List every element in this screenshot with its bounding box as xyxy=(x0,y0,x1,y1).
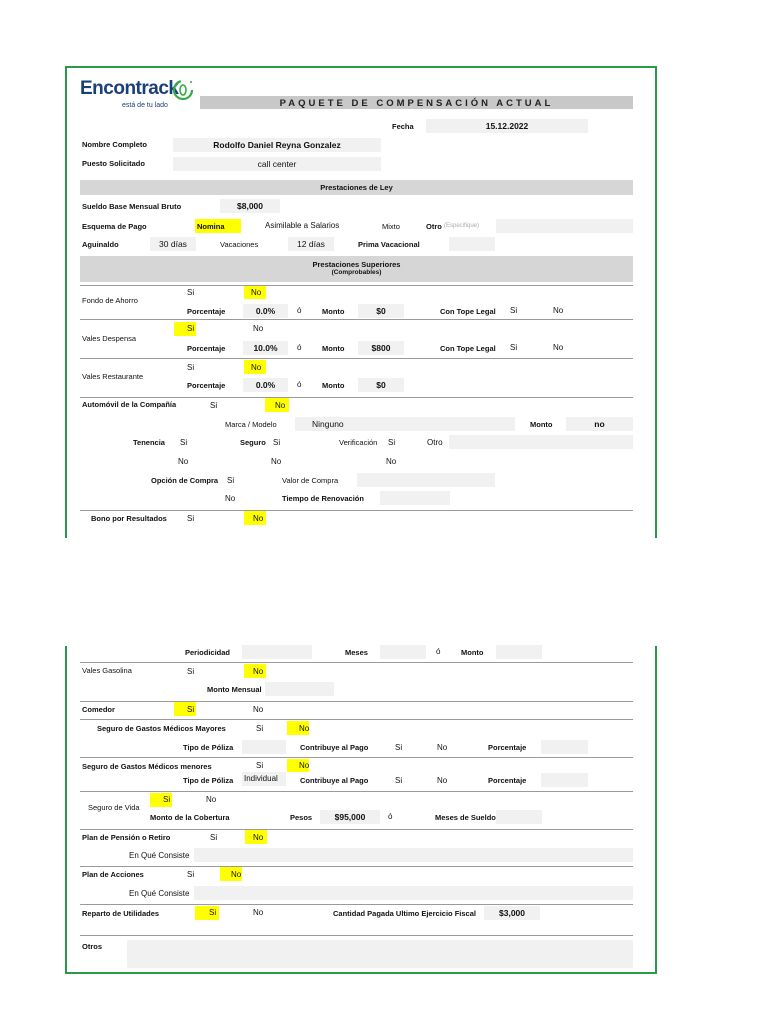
page1-frame xyxy=(65,66,657,538)
sgmm-label: Seguro de Gastos Médicos Mayores xyxy=(97,724,226,733)
fondo-tope-no[interactable]: No xyxy=(553,306,564,315)
opcion-compra-label: Opción de Compra xyxy=(151,476,219,485)
acciones-en-que-label: En Qué Consiste xyxy=(129,889,190,898)
tenencia-label: Tenencia xyxy=(133,438,165,447)
verificacion-label: Verificación xyxy=(339,438,378,447)
superiores-section-sub: (Comprobables) xyxy=(331,269,382,276)
monto-mensual-field[interactable] xyxy=(265,682,334,696)
reparto-label: Reparto de Utilidades xyxy=(82,909,160,918)
seguro-label: Seguro xyxy=(240,438,266,447)
fecha-value: 15.12.2022 xyxy=(485,121,529,131)
despensa-si[interactable]: Si xyxy=(187,324,195,333)
sgmm-no[interactable]: No xyxy=(299,724,310,733)
divider xyxy=(80,935,633,936)
marca-label: Marca / Modelo xyxy=(225,420,277,429)
meses-sueldo-field[interactable] xyxy=(496,810,542,824)
divider xyxy=(80,904,633,905)
vacaciones-value: 12 días xyxy=(297,239,325,249)
divider xyxy=(80,319,633,320)
fondo-si[interactable]: Si xyxy=(187,288,195,297)
divider xyxy=(80,285,633,286)
cantidad-label: Cantidad Pagada Ultimo Ejercicio Fiscal xyxy=(333,909,476,918)
monto-mensual-label: Monto Mensual xyxy=(207,685,262,694)
vacaciones-label: Vacaciones xyxy=(220,240,259,249)
aguinaldo-value: 30 días xyxy=(159,239,187,249)
fondo-monto-value: $0 xyxy=(376,306,386,316)
gasolina-si[interactable]: Si xyxy=(187,667,195,676)
divider xyxy=(80,701,633,702)
divider xyxy=(80,719,633,720)
pension-en-que-label: En Qué Consiste xyxy=(129,851,190,860)
auto-otro-label: Otro xyxy=(427,438,443,447)
reparto-no[interactable]: No xyxy=(253,908,264,917)
periodicidad-o: ó xyxy=(436,647,441,656)
superiores-section-title: Prestaciones Superiores xyxy=(312,260,401,269)
meses-label: Meses xyxy=(345,648,368,657)
ley-section-title: Prestaciones de Ley xyxy=(320,183,393,192)
otros-label: Otros xyxy=(82,942,103,951)
gasolina-no[interactable]: No xyxy=(253,667,264,676)
comedor-label: Comedor xyxy=(82,705,115,714)
fondo-label: Fondo de Ahorro xyxy=(82,296,138,305)
divider xyxy=(80,510,633,511)
auto-si[interactable]: Si xyxy=(210,401,218,410)
restaurante-pct-value: 0.0% xyxy=(255,380,276,390)
restaurante-label: Vales Restaurante xyxy=(82,372,144,381)
sgmme-contribuye-label: Contribuye al Pago xyxy=(300,776,369,785)
divider xyxy=(80,791,633,792)
valor-compra-field[interactable] xyxy=(357,473,495,487)
auto-monto-label: Monto xyxy=(530,420,553,429)
opcion-compra-si[interactable]: Si xyxy=(227,476,235,485)
sgmme-porcentaje-label: Porcentaje xyxy=(488,776,527,785)
mixto-option[interactable]: Mixto xyxy=(382,222,400,231)
meses-field[interactable] xyxy=(380,645,426,659)
vida-label: Seguro de Vida xyxy=(88,803,140,812)
tiempo-renovacion-label: Tiempo de Renovación xyxy=(282,494,364,503)
sgmm-porcentaje-field[interactable] xyxy=(541,740,588,754)
seguro-no[interactable]: No xyxy=(271,457,282,466)
fondo-no[interactable]: No xyxy=(251,288,262,297)
sgmm-contribuye-label: Contribuye al Pago xyxy=(300,743,369,752)
acciones-en-que-field[interactable] xyxy=(194,886,633,900)
periodicidad-label: Periodicidad xyxy=(185,648,231,657)
pension-en-que-field[interactable] xyxy=(194,848,633,862)
despensa-monto-value: $800 xyxy=(371,343,391,353)
vida-no[interactable]: No xyxy=(206,795,217,804)
divider xyxy=(80,866,633,867)
vida-o: ó xyxy=(388,812,393,821)
divider xyxy=(80,757,633,758)
sgmm-si[interactable]: Si xyxy=(256,724,264,733)
aguinaldo-label: Aguinaldo xyxy=(82,240,119,249)
acciones-no[interactable]: No xyxy=(231,870,242,879)
restaurante-o: ó xyxy=(297,380,302,389)
despensa-label: Vales Despensa xyxy=(82,334,137,343)
despensa-porcentaje-label: Porcentaje xyxy=(187,344,226,353)
auto-monto-value: no xyxy=(594,419,605,429)
sgmm-porcentaje-label: Porcentaje xyxy=(488,743,527,752)
fondo-porcentaje-label: Porcentaje xyxy=(187,307,226,316)
sgmme-poliza-value: Individual xyxy=(244,774,278,783)
nombre-value: Rodolfo Daniel Reyna Gonzalez xyxy=(213,140,341,150)
verificacion-no[interactable]: No xyxy=(386,457,397,466)
auto-otro-field[interactable] xyxy=(449,435,633,449)
fondo-tope-label: Con Tope Legal xyxy=(440,307,496,316)
sgmm-poliza-label: Tipo de Póliza xyxy=(183,743,234,752)
auto-label: Automóvil de la Compañía xyxy=(82,400,177,409)
puesto-label: Puesto Solicitado xyxy=(82,159,145,168)
cantidad-value: $3,000 xyxy=(499,908,525,918)
despensa-tope-no[interactable]: No xyxy=(553,343,564,352)
restaurante-si[interactable]: Si xyxy=(187,363,195,372)
comedor-no[interactable]: No xyxy=(253,705,264,714)
bono-monto-field[interactable] xyxy=(496,645,542,659)
fondo-o: ó xyxy=(297,306,302,315)
valor-compra-label: Valor de Compra xyxy=(282,476,339,485)
asimilable-option[interactable]: Asimilable a Salarios xyxy=(265,221,340,230)
fondo-pct-value: 0.0% xyxy=(255,306,276,316)
pesos-value: $95,000 xyxy=(334,812,366,822)
divider xyxy=(80,829,633,830)
divider xyxy=(80,397,633,398)
despensa-no[interactable]: No xyxy=(253,324,264,333)
nombre-label: Nombre Completo xyxy=(82,140,148,149)
despensa-pct-value: 10.0% xyxy=(253,343,278,353)
despensa-tope-si[interactable]: Si xyxy=(510,343,518,352)
restaurante-no[interactable]: No xyxy=(251,363,262,372)
pesos-label: Pesos xyxy=(290,813,313,822)
esquema-label: Esquema de Pago xyxy=(82,222,147,231)
bono-no[interactable]: No xyxy=(253,514,264,523)
otro-option[interactable]: Otro xyxy=(426,222,442,231)
otro-hint: (Especifique) xyxy=(444,223,480,229)
opcion-compra-no[interactable]: No xyxy=(225,494,236,503)
bono-si[interactable]: Si xyxy=(187,514,195,523)
gasolina-label: Vales Gasolina xyxy=(82,666,132,675)
sgmme-si[interactable]: Si xyxy=(256,761,264,770)
acciones-label: Plan de Acciones xyxy=(82,870,144,879)
logo-wordmark: Encontrack xyxy=(80,78,179,99)
divider xyxy=(80,662,633,663)
prima-label: Prima Vacacional xyxy=(358,240,420,249)
sgmme-no[interactable]: No xyxy=(299,761,310,770)
sgmme-poliza-label: Tipo de Póliza xyxy=(183,776,234,785)
marca-value: Ninguno xyxy=(312,419,344,429)
logo-tagline: está de tu lado xyxy=(122,102,168,109)
sgmme-contribuye-si[interactable]: Si xyxy=(395,776,403,785)
restaurante-porcentaje-label: Porcentaje xyxy=(187,381,226,390)
seguro-si[interactable]: Si xyxy=(273,438,281,447)
periodicidad-field[interactable] xyxy=(242,645,312,659)
logo-mark-icon xyxy=(172,79,194,101)
vida-si[interactable]: Si xyxy=(163,795,171,804)
sueldo-value: $8,000 xyxy=(237,201,263,211)
acciones-si[interactable]: Si xyxy=(187,870,195,879)
sgmm-poliza-field[interactable] xyxy=(242,740,286,754)
reparto-si[interactable]: Si xyxy=(209,908,217,917)
despensa-tope-label: Con Tope Legal xyxy=(440,344,496,353)
divider xyxy=(80,358,633,359)
fondo-monto-label: Monto xyxy=(322,307,345,316)
comedor-si[interactable]: Si xyxy=(187,705,195,714)
tenencia-no[interactable]: No xyxy=(178,457,189,466)
bono-monto-label: Monto xyxy=(461,648,484,657)
auto-no[interactable]: No xyxy=(275,401,286,410)
tiempo-renovacion-field[interactable] xyxy=(380,491,450,505)
page-title: PAQUETE DE COMPENSACIÓN ACTUAL xyxy=(279,98,554,109)
logo xyxy=(80,78,200,110)
puesto-value: call center xyxy=(257,159,297,169)
sgmme-contribuye-no[interactable]: No xyxy=(437,776,448,785)
verificacion-si[interactable]: Si xyxy=(388,438,396,447)
otros-field[interactable] xyxy=(127,940,633,968)
restaurante-monto-value: $0 xyxy=(376,380,386,390)
nomina-option[interactable]: Nomina xyxy=(197,222,225,231)
pension-no[interactable]: No xyxy=(253,833,264,842)
fecha-label: Fecha xyxy=(392,122,414,131)
sueldo-label: Sueldo Base Mensual Bruto xyxy=(82,202,182,211)
meses-sueldo-label: Meses de Sueldo xyxy=(435,813,496,822)
otro-field[interactable] xyxy=(496,219,633,233)
cobertura-label: Monto de la Cobertura xyxy=(150,813,230,822)
fondo-tope-si[interactable]: Si xyxy=(510,306,518,315)
pension-label: Plan de Pensión o Retiro xyxy=(82,833,171,842)
restaurante-monto-label: Monto xyxy=(322,381,345,390)
tenencia-si[interactable]: Si xyxy=(180,438,188,447)
sgmm-contribuye-no[interactable]: No xyxy=(437,743,448,752)
despensa-monto-label: Monto xyxy=(322,344,345,353)
prima-field[interactable] xyxy=(449,237,495,251)
sgmm-contribuye-si[interactable]: Si xyxy=(395,743,403,752)
despensa-o: ó xyxy=(297,343,302,352)
sgmme-porcentaje-field[interactable] xyxy=(541,773,588,787)
bono-label: Bono por Resultados xyxy=(91,514,167,523)
pension-si[interactable]: Si xyxy=(210,833,218,842)
sgmme-label: Seguro de Gastos Médicos menores xyxy=(82,762,212,771)
